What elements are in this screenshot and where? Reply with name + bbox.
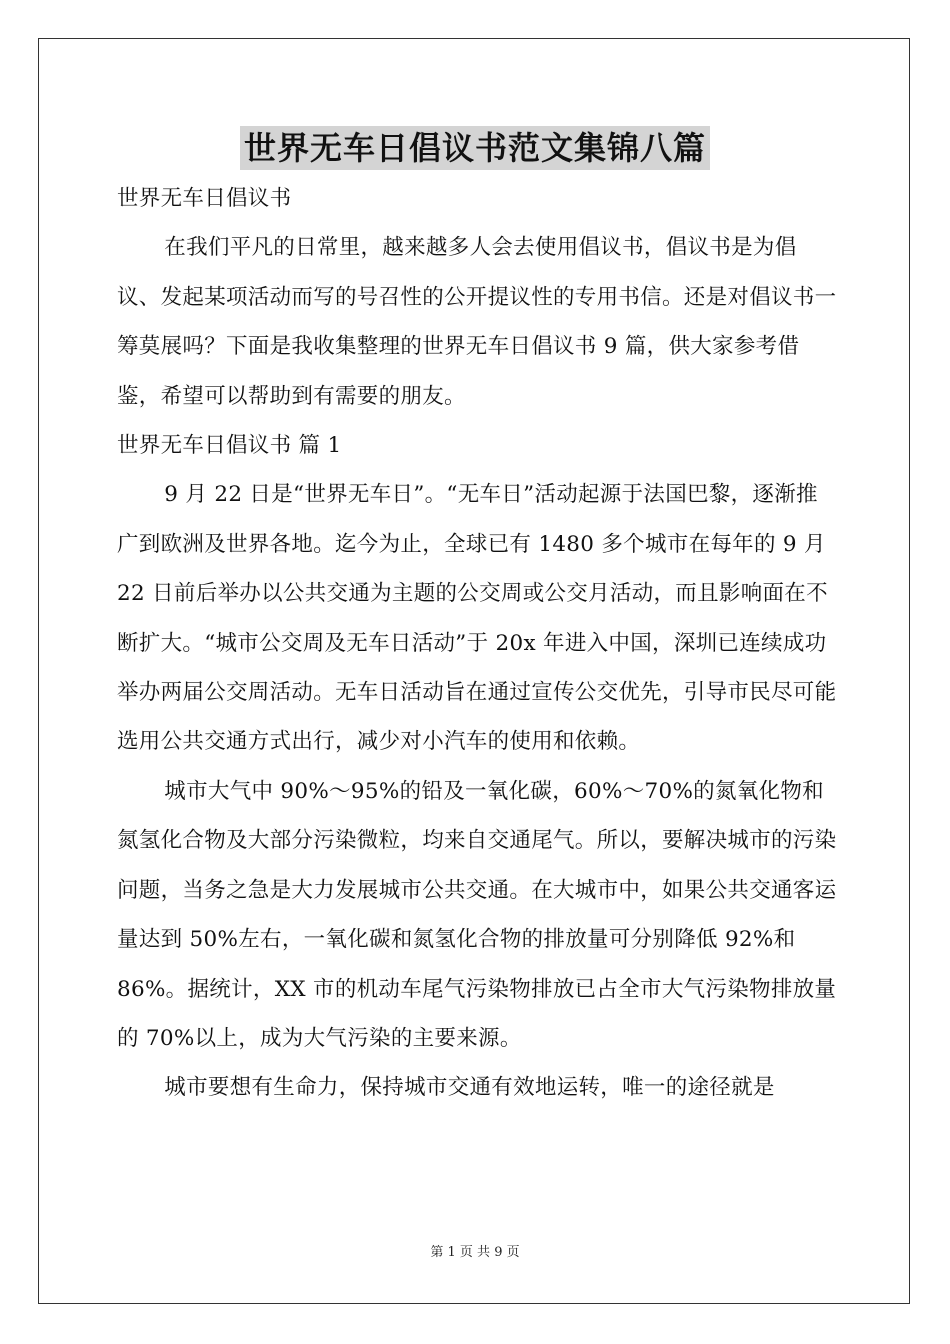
body-paragraph: 城市大气中 90%～95%的铅及一氧化碳，60%～70%的氮氧化物和氮氢化合物及大部分污染微粒，均来自交通尾气。所以，要解决城市的污染问题，当务之急是大力发展城市公共交通。在大城市中，如果公共交通客运量达到 50%左右，一氧化碳和氮氢化合物的排放量可分别降低 92%和 86%。据统计，XX 市的机动车尾气污染物排放已占全市大气污染物排放量的 70%以上，成为大气污染的主要来源。 bbox=[117, 778, 837, 1051]
section-heading: 世界无车日倡议书 bbox=[117, 186, 292, 211]
document-body bbox=[117, 174, 839, 1113]
section-heading: 世界无车日倡议书 篇 1 bbox=[117, 433, 342, 459]
page-footer: 第 1 页 共 9 页 bbox=[430, 1245, 520, 1260]
document-title: 世界无车日倡议书范文集锦八篇 bbox=[240, 126, 710, 170]
body-paragraph: 城市要想有生命力，保持城市交通有效地运转，唯一的途径就是 bbox=[164, 1075, 775, 1101]
title-container bbox=[0, 126, 950, 170]
intro-paragraph: 在我们平凡的日常里，越来越多人会去使用倡议书，倡议书是为倡议、发起某项活动而写的号召性的公开提议性的专用书信。还是对倡议书一筹莫展吗？下面是我收集整理的世界无车日倡议书 9 篇，供大家参考借鉴，希望可以帮助到有需要的朋友。 bbox=[117, 235, 837, 409]
body-paragraph: 9 月 22 日是“世界无车日”。“无车日”活动起源于法国巴黎，逐渐推广到欧洲及世界各地。迄今为止，全球已有 1480 多个城市在每年的 9 月 22 日前后举办以公共交通为主题的公交周或公交月活动，而且影响面在不断扩大。“城市公交周及无车日活动”于 20x 年进入中国，深圳已连续成功举办两届公交周活动。无车日活动旨在通过宣传公交优先，引导市民尽可能选用公共交通方式出行，减少对小汽车的使用和依赖。 bbox=[117, 482, 837, 755]
